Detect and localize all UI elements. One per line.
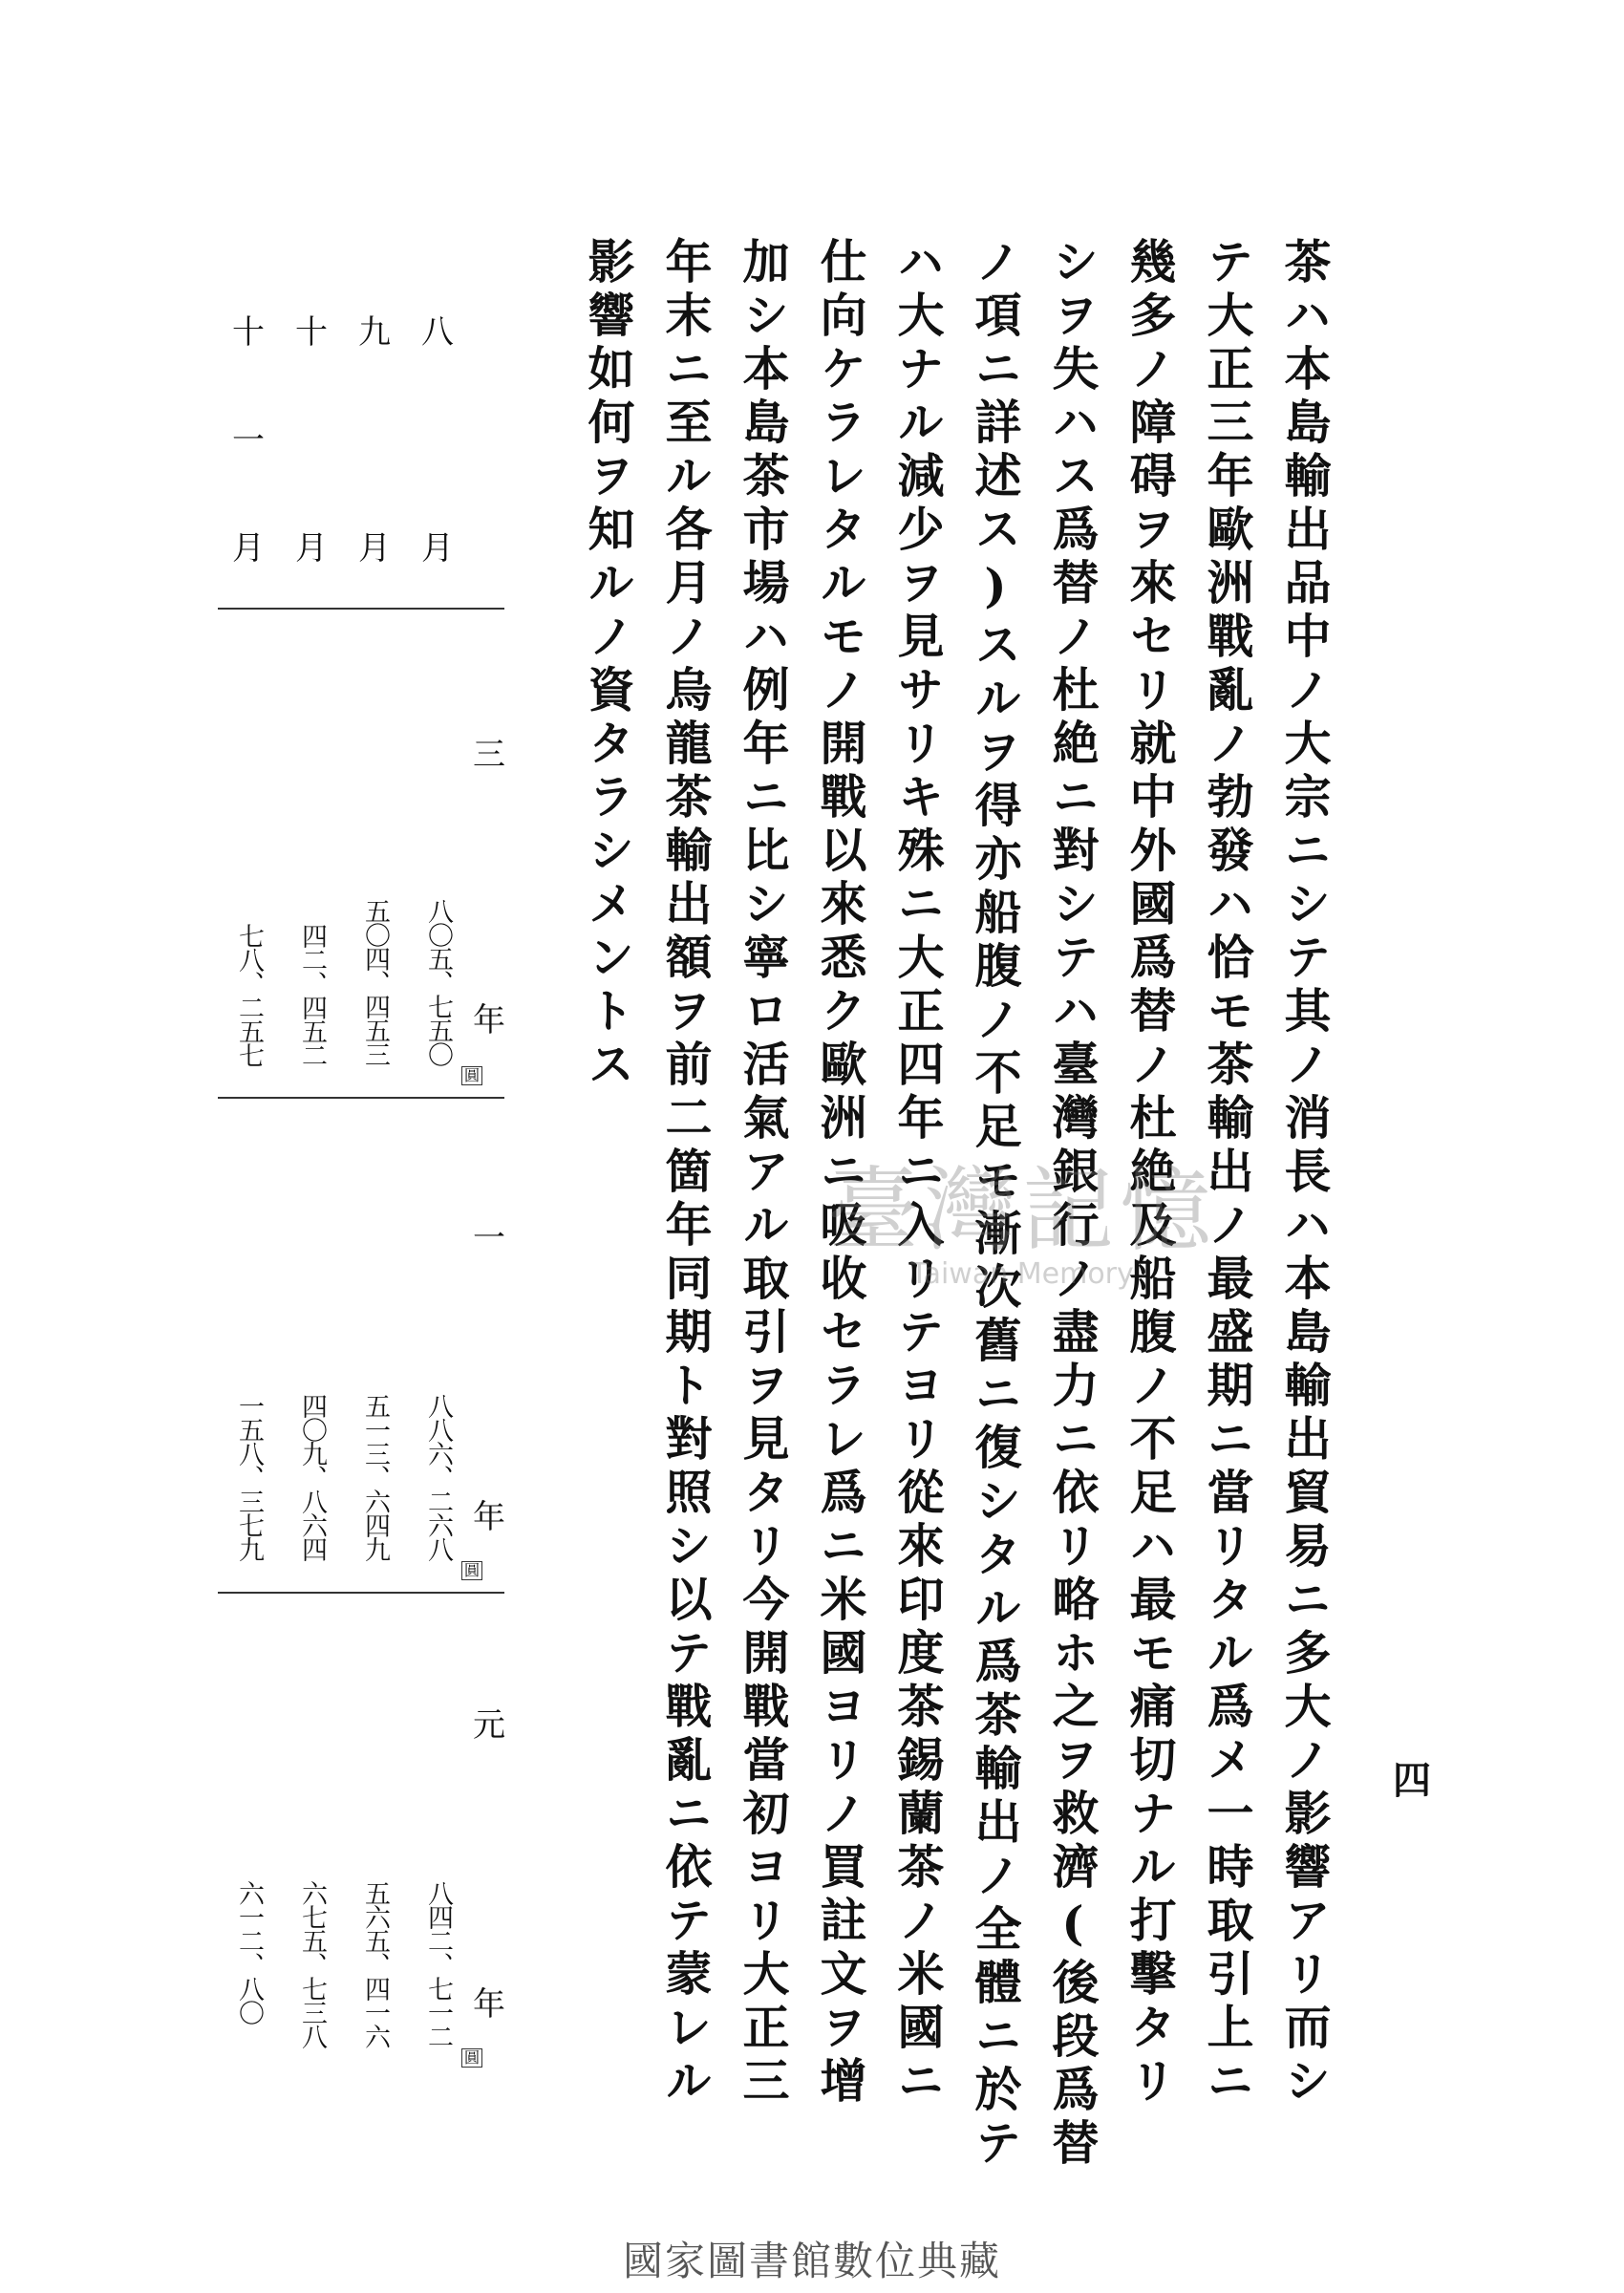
table-cell-y0-oct: 六七五、七三八	[297, 1880, 327, 2047]
table-cell-y3-sep: 五〇四、四五三	[360, 898, 390, 1065]
prose-column-2: テ大正三年歐洲戰亂ノ勃發ハ恰モ茶輸出ノ最盛期ニ當リタル爲メ一時取引上ニ	[1200, 237, 1255, 2110]
month-label-nov-1: 十	[232, 313, 265, 352]
prose-column-10: 影響如何ヲ知ルノ資タラシメントス	[581, 237, 636, 1093]
year-label-char: 元	[473, 1706, 505, 1745]
table-cell-y0-sep: 五六五、四一六	[360, 1880, 390, 2047]
table-cell-y3-aug: 八〇五、七五〇	[423, 898, 453, 1065]
table-rule-top	[218, 608, 504, 610]
unit-label: 圓	[461, 2048, 482, 2068]
prose-column-1: 茶ハ本島輸出品中ノ大宗ニシテ其ノ消長ハ本島輸出貿易ニ多大ノ影響アリ而シ	[1277, 237, 1333, 2110]
table-cell-y3-nov: 七八、二五七	[234, 923, 264, 1066]
prose-column-8: 加シ本島茶市場ハ例年ニ比シ寧ロ活氣アル取引ヲ見タリ今開戰當初ヨリ大正三	[736, 237, 791, 2110]
month-label-aug-2: 月	[421, 529, 454, 568]
footer-attribution: 國家圖書館數位典藏	[622, 2238, 1001, 2284]
month-label-sep-2: 月	[358, 529, 391, 568]
year-label-char: 年	[473, 1001, 505, 1039]
watermark-cn: 臺灣記憶	[827, 1157, 1217, 1264]
year-label-char: 年	[473, 1498, 505, 1536]
watermark-en: Taiwan Memory	[910, 1257, 1134, 1291]
page-number: 四	[1393, 1758, 1431, 1803]
table-cell-y0-nov: 六一二、八〇	[234, 1880, 264, 2024]
table-cell-y0-aug: 八四二、七一二	[423, 1880, 453, 2047]
table-cell-y1-oct: 四〇九、八六四	[297, 1393, 327, 1560]
month-label-nov-2: 一	[232, 421, 265, 460]
month-label-oct-1: 十	[295, 313, 328, 352]
prose-column-3: 幾多ノ障碍ヲ來セリ就中外國爲替ノ杜絶及船腹ノ不足ハ最モ痛切ナル打擊タリ	[1122, 237, 1178, 2110]
prose-column-9: 年末ニ至ル各月ノ烏龍茶輸出額ヲ前二箇年同期ト對照シ以テ戰亂ニ依テ蒙レル	[658, 237, 714, 2110]
table-cell-y1-sep: 五一三、六四九	[360, 1393, 390, 1560]
month-label-nov-3: 月	[232, 529, 265, 568]
table-rule-2	[218, 1592, 504, 1594]
table-rule-1	[218, 1097, 504, 1099]
year-label-char: 一	[473, 1219, 505, 1257]
year-label-char: 三	[473, 736, 505, 774]
unit-label: 圓	[461, 1066, 482, 1085]
month-label-sep-1: 九	[358, 313, 391, 352]
prose-column-7: 仕向ケラレタルモノ開戰以來悉ク歐洲ニ吸收セラレ爲ニ米國ヨリノ買註文ヲ增	[813, 237, 868, 2110]
table-cell-y3-oct: 四二、四五二	[297, 923, 327, 1066]
table-cell-y1-aug: 八八六、二六八	[423, 1393, 453, 1560]
prose-column-5: ノ項ニ詳述ス)スルヲ得亦船腹ノ不足モ漸次舊ニ復シタル爲茶輸出ノ全體ニ於テ	[968, 237, 1023, 2172]
year-label-char: 年	[473, 1985, 505, 2024]
prose-column-4: シヲ失ハス爲替ノ杜絶ニ對シテハ臺灣銀行ノ盡力ニ依リ略ホ之ヲ救濟(後段爲替	[1045, 237, 1100, 2172]
watermark	[764, 1157, 1280, 1291]
month-label-aug-1: 八	[421, 313, 454, 352]
month-label-oct-2: 月	[295, 529, 328, 568]
unit-label: 圓	[461, 1561, 482, 1580]
prose-column-6: ハ大ナル減少ヲ見サリキ殊ニ大正四年ニ入リテヨリ從來印度茶錫蘭茶ノ米國ニ	[890, 237, 946, 2110]
table-cell-y1-nov: 一五八、三七九	[234, 1393, 264, 1560]
